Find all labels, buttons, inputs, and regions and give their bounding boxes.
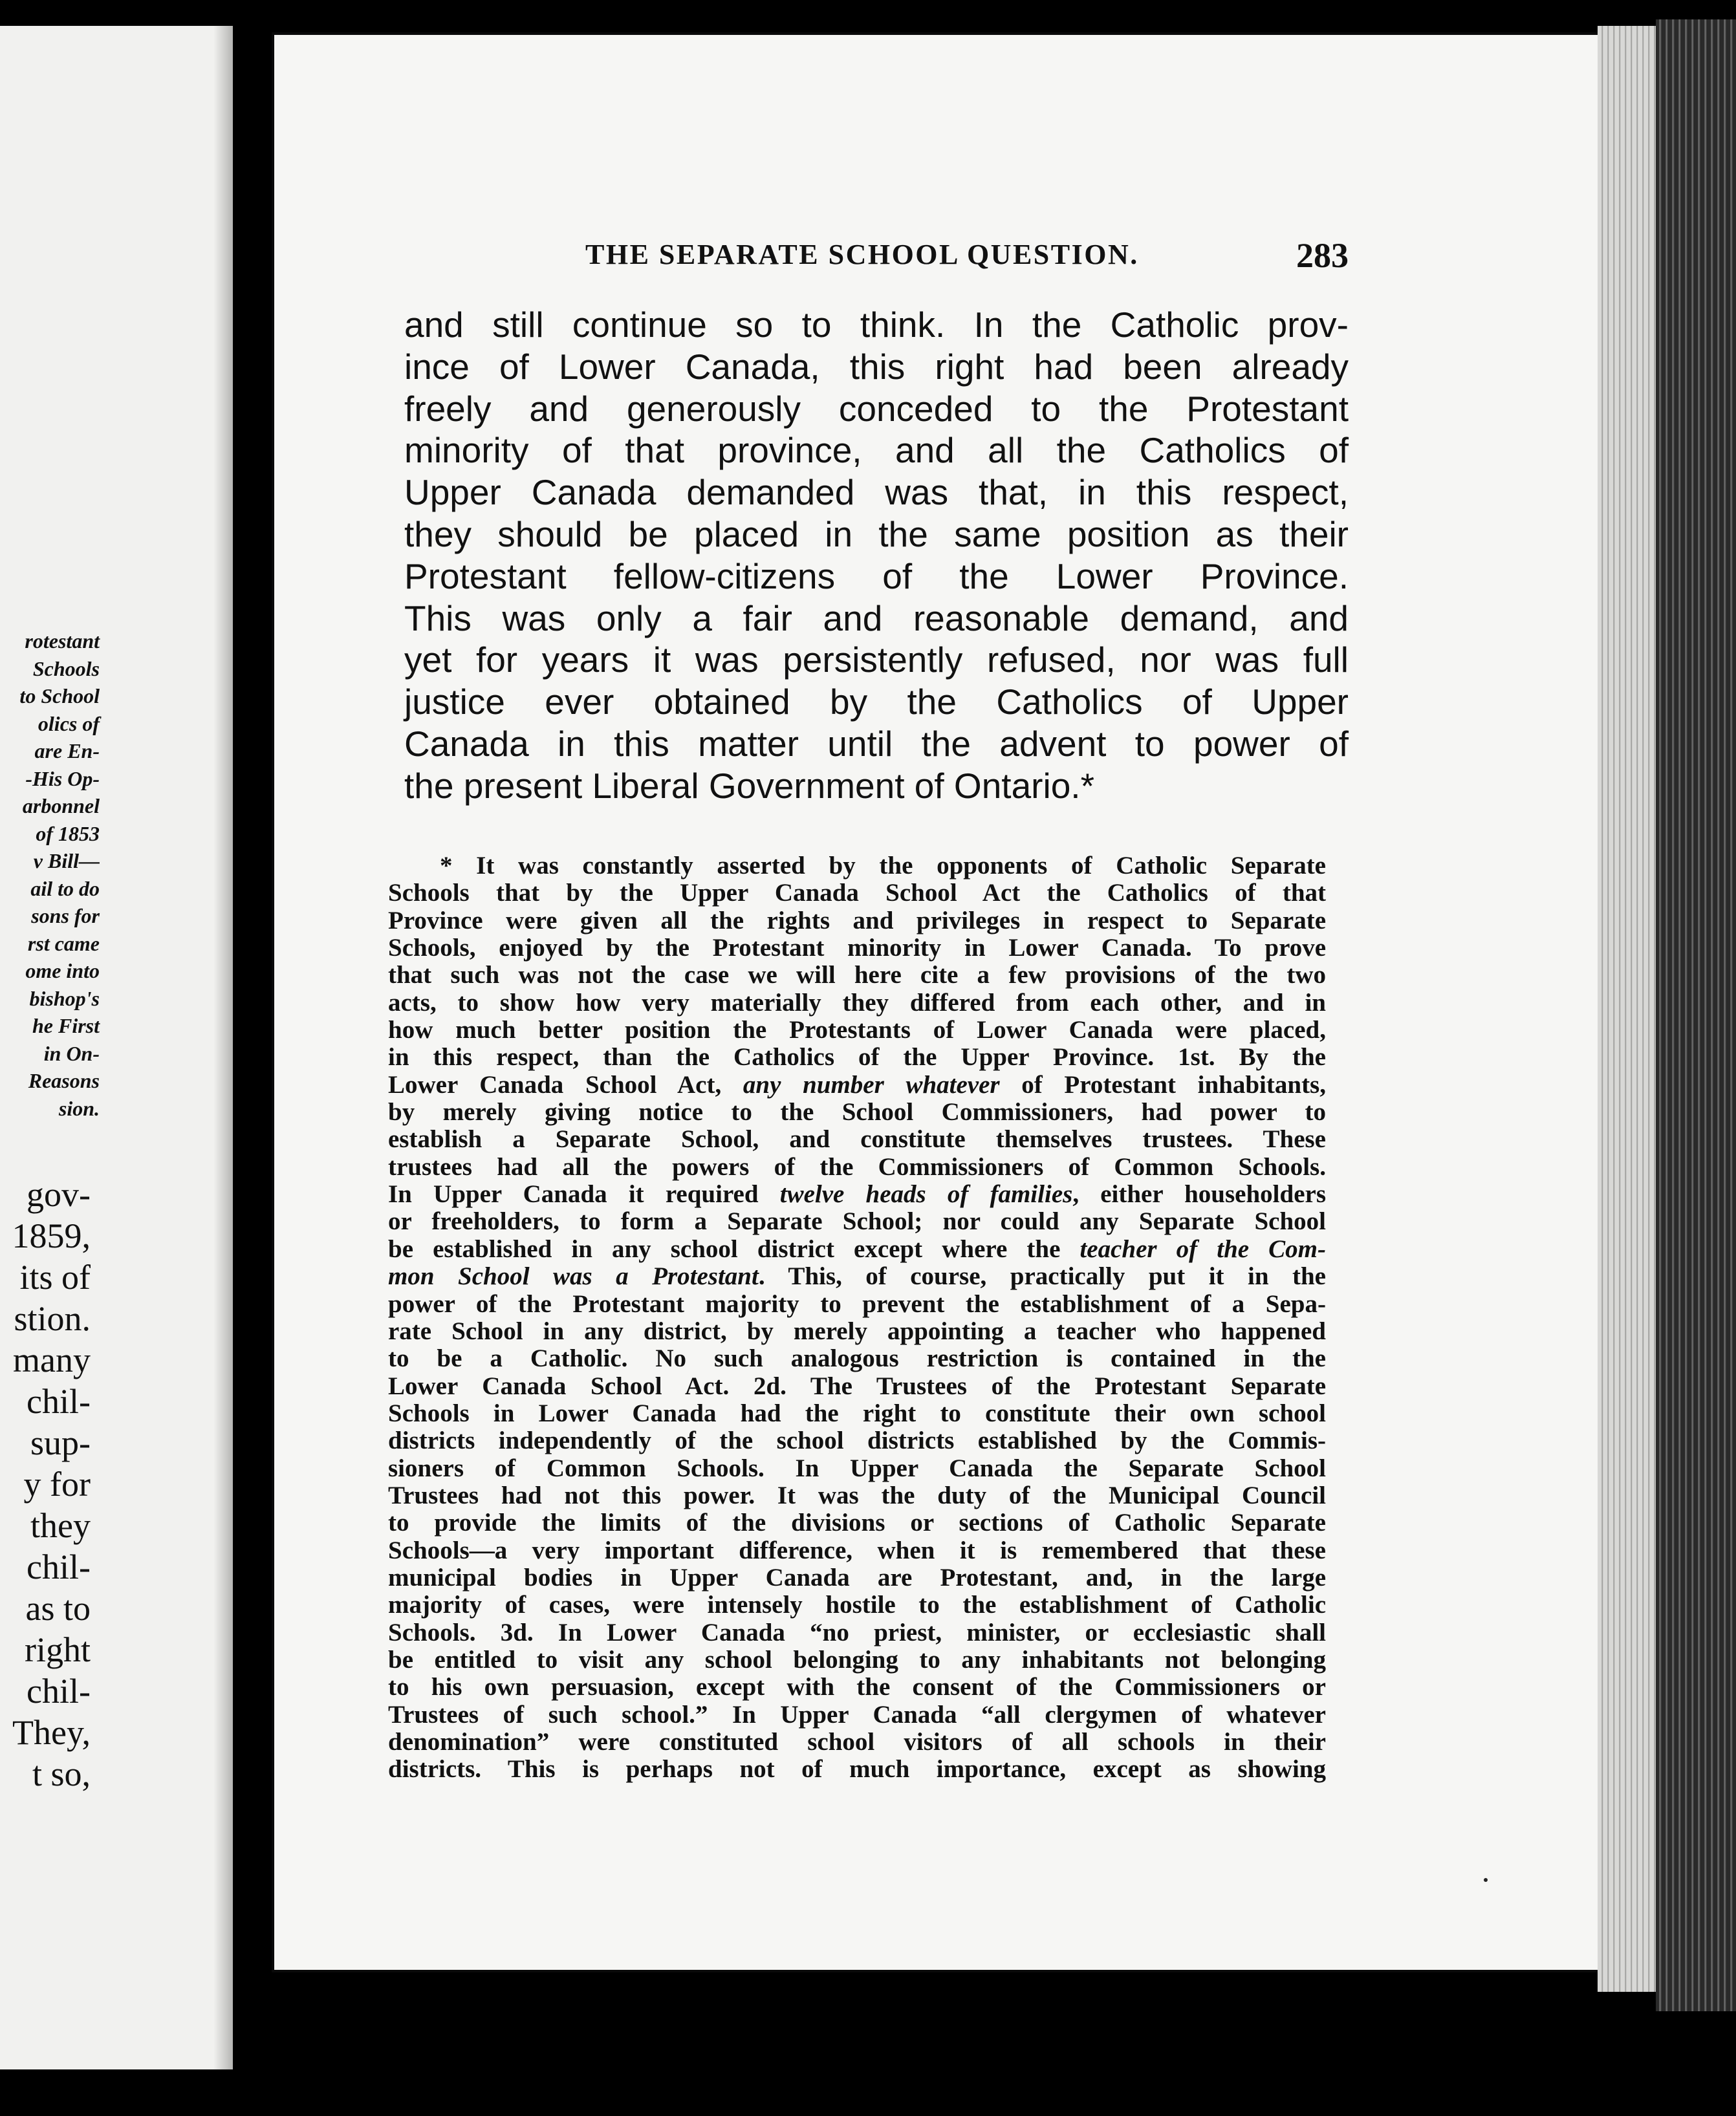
side-note-line: -His Op- [25, 766, 100, 790]
side-note-line: olics of [38, 711, 100, 735]
left-body-line: 1859, [12, 1216, 91, 1255]
footnote-line: Schools, enjoyed by the Protestant minority in Lower Canada. To prove [388, 934, 1326, 962]
footnote-line: how much better position the Protestants of Lower Canada were placed, [388, 1016, 1326, 1044]
left-page-body-text [0, 1174, 91, 1795]
footnote-line: mon School was a Protestant. This, of course, practically put it in the [388, 1262, 1326, 1291]
footnote-line: in this respect, than the Catholics of the Upper Province. 1st. By the [388, 1043, 1326, 1072]
left-body-line: sup- [30, 1423, 91, 1462]
footnote-line: districts independently of the school districts established by the Commis- [388, 1427, 1326, 1455]
footnote-line: Schools that by the Upper Canada School Act the Catholics of that [388, 879, 1326, 907]
footnote-line: power of the Protestant majority to prevent the establishment of a Sepa- [388, 1290, 1326, 1318]
footnote-line: establish a Separate School, and constitute themselves trustees. These [388, 1125, 1326, 1154]
footnote-line: Schools in Lower Canada had the right to constitute their own school [388, 1399, 1326, 1427]
left-body-line: stion. [14, 1299, 91, 1338]
footnote-line: denomination” were constituted school visitors of all schools in their [388, 1728, 1326, 1756]
side-note-line: he First [32, 1014, 100, 1037]
left-body-line: as to [25, 1589, 91, 1628]
footnote-line: Lower Canada School Act. 2d. The Trustees of the Protestant Separate [388, 1372, 1326, 1400]
footnote-line: by merely giving notice to the School Commissioners, had power to [388, 1098, 1326, 1127]
side-note-line: to School [19, 684, 100, 707]
left-body-line: chil- [27, 1382, 91, 1421]
footnote-line: In Upper Canada it required twelve heads of families, either householders [388, 1180, 1326, 1209]
main-text-line: yet for years it was persistently refused, nor was full [404, 640, 1349, 680]
main-text-line: minority of that province, and all the Catholics of [404, 430, 1349, 471]
left-body-line: many [13, 1341, 91, 1379]
footnote-line: acts, to show how very materially they differed from each other, and in [388, 988, 1326, 1017]
side-note-line: arbonnel [22, 794, 100, 817]
main-text-line: Upper Canada demanded was that, in this respect, [404, 472, 1349, 513]
footnote-line: be established in any school district except where the teacher of the Com- [388, 1235, 1326, 1263]
left-body-line: chil- [27, 1548, 91, 1586]
side-note-line: rotestant [25, 629, 100, 653]
footnote-line: Schools—a very important difference, when it is remembered that these [388, 1536, 1326, 1564]
footnote-line: to provide the limits of the divisions or sections of Catholic Separate [388, 1509, 1326, 1537]
main-text-line: justice ever obtained by the Catholics of Upper [404, 682, 1349, 722]
footnote-line: Schools. 3d. In Lower Canada “no priest, minister, or ecclesiastic shall [388, 1618, 1326, 1646]
speck-mark [1484, 1878, 1488, 1882]
main-text-line: Protestant fellow-citizens of the Lower Province. [404, 556, 1349, 596]
side-note-line: in On- [43, 1041, 100, 1065]
footnote-line: majority of cases, were intensely hostile to the establishment of Catholic [388, 1591, 1326, 1619]
page-edges [1598, 26, 1656, 1992]
side-note-line: Reasons [28, 1069, 100, 1092]
left-body-line: t so, [32, 1754, 91, 1793]
side-note-line: bishop's [29, 986, 100, 1010]
main-text-line: This was only a fair and reasonable demand, and [404, 598, 1349, 638]
left-body-line: They, [12, 1713, 91, 1752]
side-note-line: are En- [34, 739, 100, 762]
main-text-line: ince of Lower Canada, this right had been already [404, 346, 1349, 387]
footnote-line: rate School in any district, by merely appointing a teacher who happened [388, 1317, 1326, 1345]
running-head [585, 238, 1349, 283]
footnote-line: trustees had all the powers of the Commissioners of Common Schools. [388, 1152, 1326, 1181]
main-text-line: and still continue so to think. In the Catholic prov- [404, 305, 1349, 345]
left-body-line: they [30, 1506, 91, 1545]
main-text-line: they should be placed in the same position as their [404, 513, 1349, 554]
left-body-line: gov- [27, 1175, 91, 1214]
book-spine-edge [1656, 19, 1736, 2011]
left-body-line: y for [23, 1465, 91, 1504]
side-note-line: v Bill— [33, 849, 100, 872]
footnote-line: to be a Catholic. No such analogous restriction is contained in the [388, 1344, 1326, 1373]
footnote-line: Trustees of such school.” In Upper Canada “all clergymen of whatever [388, 1700, 1326, 1729]
main-paragraph [404, 304, 1349, 807]
side-note-line: of 1853 [36, 821, 100, 845]
side-note-line: sion. [58, 1096, 100, 1120]
main-text-line: Canada in this matter until the advent to power of [404, 723, 1349, 764]
main-text-line: the present Liberal Government of Ontario.* [404, 765, 1094, 806]
side-note-line: ail to do [30, 876, 100, 900]
main-text-line: freely and generously conceded to the Protestant [404, 388, 1349, 429]
side-note-line: Schools [32, 656, 100, 680]
side-note-line: sons for [31, 904, 100, 927]
gutter-shadow [213, 26, 233, 2069]
left-facing-page [0, 26, 233, 2069]
footnote-line: Province were given all the rights and privileges in respect to Separate [388, 906, 1326, 934]
footnote-line: that such was not the case we will here cite a few provisions of the two [388, 961, 1326, 989]
footnote-line: sioners of Common Schools. In Upper Canada the Separate School [388, 1454, 1326, 1482]
footnote-line: be entitled to visit any school belonging to any inhabitants not belonging [388, 1645, 1326, 1674]
footnote-line: districts. This is perhaps not of much importance, except as showing [388, 1755, 1326, 1784]
footnote-line: or freeholders, to form a Separate School; nor could any Separate School [388, 1207, 1326, 1236]
page-number: 283 [1296, 236, 1349, 275]
left-body-line: right [25, 1630, 91, 1669]
footnote-line: municipal bodies in Upper Canada are Protestant, and, in the large [388, 1563, 1326, 1592]
footnote-line: Trustees had not this power. It was the duty of the Municipal Council [388, 1481, 1326, 1509]
footnote [388, 852, 1326, 1784]
footnote-line: to his own persuasion, except with the consent of the Commissioners or [388, 1673, 1326, 1701]
side-note-line: rst came [27, 931, 100, 955]
left-body-line: chil- [27, 1672, 91, 1711]
left-page-side-note [0, 627, 100, 1122]
left-body-line: its of [19, 1258, 91, 1297]
footnote-line: * It was constantly asserted by the opponents of Catholic Separate [440, 852, 1326, 880]
footnote-line: Lower Canada School Act, any number whatever of Protestant inhabitants, [388, 1070, 1326, 1099]
running-title: THE SEPARATE SCHOOL QUESTION. [585, 239, 1139, 270]
side-note-line: ome into [25, 959, 100, 982]
